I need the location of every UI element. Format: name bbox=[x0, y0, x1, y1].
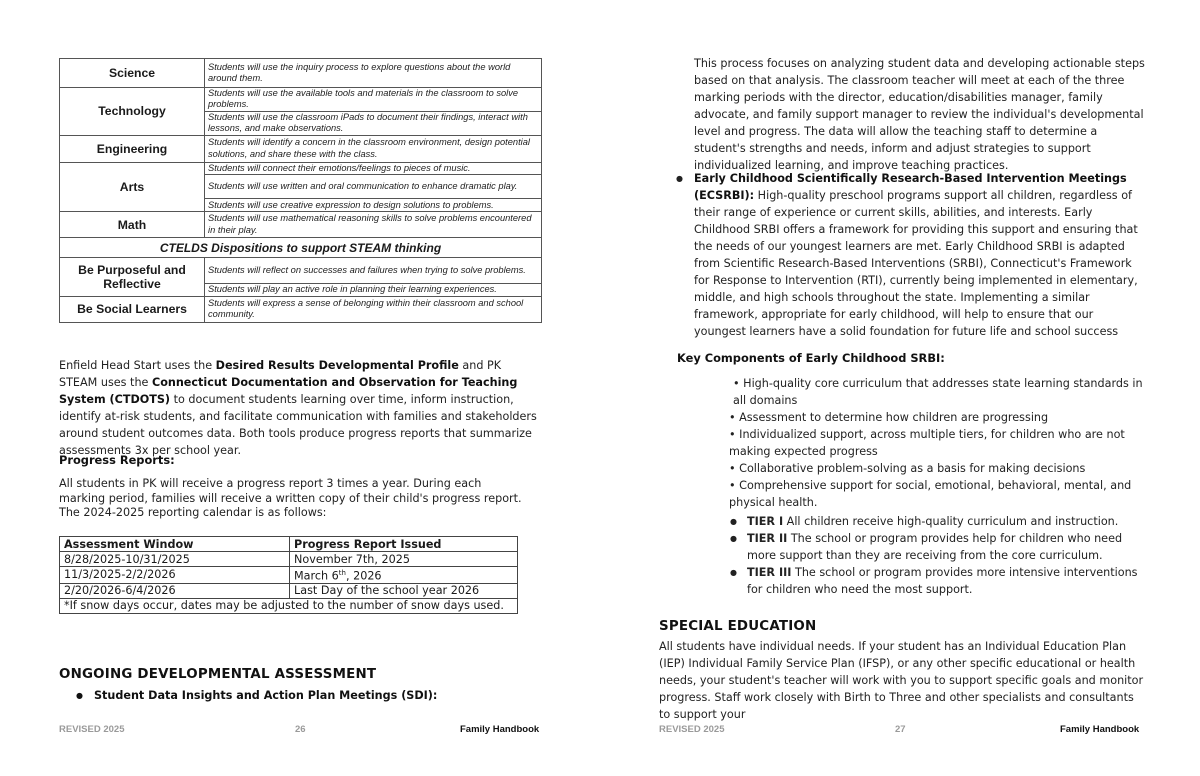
social-goal: Students will express a sense of belonging within their classroom and school community. bbox=[205, 296, 542, 322]
tier-1-item: ● TIER I All children receive high-quality curriculum and instruction. bbox=[730, 515, 1119, 528]
tier-2-item: ● TIER II The school or program provides help for children who need more support than they are receiving from the core curriculum. bbox=[730, 532, 1123, 562]
arts-goal: Students will use creative expression to design solutions to problems. bbox=[205, 199, 542, 212]
footer-page-number: 26 bbox=[295, 724, 306, 735]
ongoing-assessment-title: ONGOING DEVELOPMENTAL ASSESSMENT bbox=[59, 667, 377, 682]
footer-revised: REVISED 2025 bbox=[59, 724, 125, 735]
list-item: • Collaborative problem-solving as a basis for making decisions bbox=[729, 462, 1086, 475]
science-goal: Students will use the inquiry process to explore questions about the world around them. bbox=[205, 59, 542, 88]
category-arts: Arts bbox=[60, 162, 205, 211]
dispositions-heading: CTELDS Dispositions to support STEAM thinking bbox=[60, 238, 542, 258]
arts-goal: Students will use written and oral communication to enhance dramatic play. bbox=[205, 175, 542, 199]
ctdots-name: Connecticut Documentation and Observation for Teaching System (CTDOTS) bbox=[59, 376, 518, 406]
bullet-icon: ● bbox=[730, 534, 737, 543]
list-item: • Individualized support, across multiple tiers, for children who are not making expected progress bbox=[729, 428, 1125, 458]
sdi-bullet: ● Student Data Insights and Action Plan Meetings (SDI): bbox=[76, 689, 438, 702]
table-row: 8/28/2025-10/31/2025 November 7th, 2025 bbox=[60, 552, 518, 567]
table-row: 2/20/2026-6/4/2026 Last Day of the school year 2026 bbox=[60, 583, 518, 598]
ecsrbi-title: Early Childhood Scientifically Research-Based Intervention Meetings (ECSRBI): bbox=[694, 172, 1127, 202]
technology-goal: Students will use the available tools and materials in the classroom to solve problems. bbox=[205, 88, 542, 112]
bullet-icon: ● bbox=[730, 568, 737, 577]
list-item: • Assessment to determine how children are progressing bbox=[729, 411, 1049, 424]
tier-3-item: ● TIER III The school or program provides more intensive interventions for children who need the most support. bbox=[730, 566, 1138, 596]
snow-day-note: *If snow days occur, dates may be adjusted to the number of snow days used. bbox=[60, 598, 518, 613]
steam-goals-table bbox=[59, 58, 542, 323]
list-item: • High-quality core curriculum that addresses state learning standards in all domains bbox=[733, 377, 1143, 407]
footer-handbook: Family Handbook bbox=[460, 724, 540, 735]
category-engineering: Engineering bbox=[60, 135, 205, 162]
footer-handbook: Family Handbook bbox=[1060, 724, 1140, 735]
engineering-goal: Students will identify a concern in the classroom environment, design potential solutions, and share these with the class. bbox=[205, 135, 542, 162]
header-report-issued: Progress Report Issued bbox=[290, 537, 518, 552]
category-technology: Technology bbox=[60, 88, 205, 136]
math-goal: Students will use mathematical reasoning skills to solve problems encountered in their play. bbox=[205, 212, 542, 238]
purposeful-goal: Students will reflect on successes and failures when trying to solve problems. bbox=[205, 258, 542, 284]
assessment-intro-paragraph: Enfield Head Start uses the Desired Results Developmental Profile and PK STEAM uses the Connecticut Documentation and Observation for Teaching System (CTDOTS) to document students learning over time, inform instruction, identify at-risk students, and facilitate communication with families and stakeholders around student outcomes data. Both tools produce progress reports that summarize assessments 3x per school year. bbox=[59, 359, 537, 457]
footer-page-number: 27 bbox=[895, 724, 906, 735]
sdi-description: This process focuses on analyzing student data and developing actionable steps based on that analysis. The classroom teacher will meet at each of the three marking periods with the director, education/disabilities manager, family advocate, and family support manager to review the individual's developmental level and progress. The data will allow the teaching staff to determine a student's strengths and needs, inform and adjust strategies to support individualized learning, and improve teaching practices. bbox=[694, 57, 1145, 172]
bullet-icon: ● bbox=[676, 174, 683, 183]
list-item: • Comprehensive support for social, emotional, behavioral, mental, and physical health. bbox=[729, 479, 1132, 509]
footer-revised: REVISED 2025 bbox=[659, 724, 725, 735]
category-purposeful: Be Purposeful and Reflective bbox=[60, 258, 205, 296]
table-note-row bbox=[60, 598, 518, 613]
tier-list bbox=[730, 513, 1147, 598]
progress-reports-heading: Progress Reports: bbox=[59, 453, 175, 467]
key-components-heading: Key Components of Early Childhood SRBI: bbox=[677, 351, 945, 365]
key-components-list bbox=[729, 375, 1149, 511]
arts-goal: Students will connect their emotions/feelings to pieces of music. bbox=[205, 162, 542, 174]
header-assessment-window: Assessment Window bbox=[60, 537, 290, 552]
category-math: Math bbox=[60, 212, 205, 238]
purposeful-goal: Students will play an active role in planning their learning experiences. bbox=[205, 284, 542, 296]
table-header-row bbox=[60, 537, 518, 552]
bullet-icon: ● bbox=[76, 691, 83, 700]
ecsrbi-paragraph: ● Early Childhood Scientifically Research-Based Intervention Meetings (ECSRBI): High-quality preschool programs support all children, regardless of their range of experience or current skills, abilities, and interests. Early Childhood SRBI offers a framework for providing this support and ensuring that the needs of our youngest learners are met. Early Childhood SRBI is adapted from Scientific Research-Based Interventions (SRBI), Connecticut's Framework for Response to Intervention (RTI), currently being implemented in elementary, middle, and high schools throughout the state. Implementing a similar framework, appropriate for early childhood, will help to ensure that our youngest learners have a solid foundation for future life and school success bbox=[676, 172, 1138, 338]
progress-report-calendar bbox=[59, 536, 518, 614]
category-social: Be Social Learners bbox=[60, 296, 205, 322]
progress-reports-text: All students in PK will receive a progress report 3 times a year. During each marking period, families will receive a written copy of their child's progress report. The 2024-2025 reporting calendar is as follows: bbox=[59, 477, 522, 519]
special-education-title: SPECIAL EDUCATION bbox=[659, 619, 817, 634]
drdp-name: Desired Results Developmental Profile bbox=[215, 359, 459, 372]
bullet-icon: ● bbox=[730, 517, 737, 526]
technology-goal: Students will use the classroom iPads to document their findings, interact with lessons, and make observations. bbox=[205, 111, 542, 135]
special-education-text: All students have individual needs. If your student has an Individual Education Plan (IEP) Individual Family Service Plan (IFSP), or any other specific educational or health needs, your student's teacher will work with you to support specific goals and monitor progress. Staff work closely with Birth to Three and other specialists and consultants to support your bbox=[659, 640, 1144, 721]
category-science: Science bbox=[60, 59, 205, 88]
table-row: 11/3/2025-2/2/2026 March 6th, 2026 bbox=[60, 567, 518, 584]
